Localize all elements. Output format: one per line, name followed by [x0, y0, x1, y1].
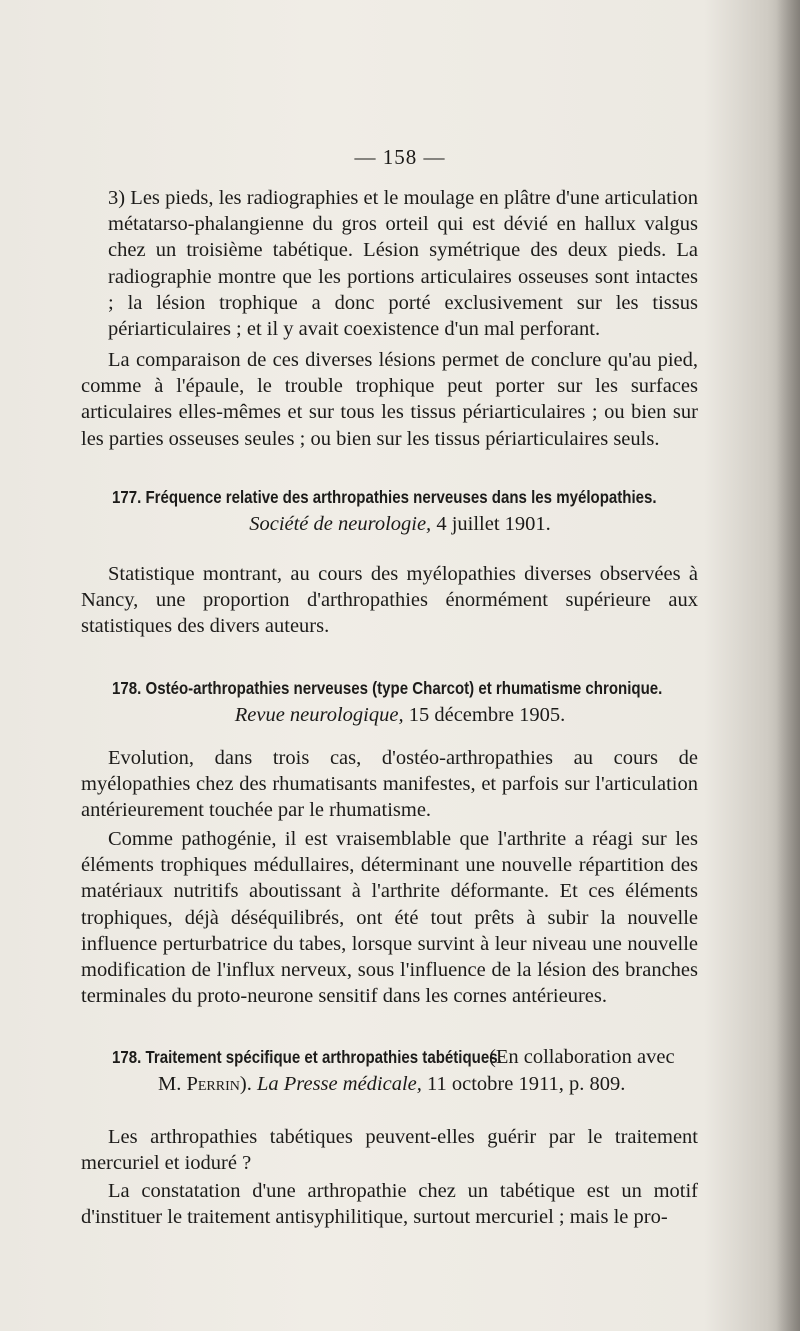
source-journal: Société de neurologie,: [249, 513, 432, 535]
entry-number: 177.: [112, 487, 142, 507]
entry-heading-178: [112, 675, 662, 701]
paragraph-comparison: La comparaison de ces diverses lésions permet de conclure qu'au pied, comme à l'épaule, le trouble trophique peut porter sur les surfaces articulaires elles-mêmes et sur tous les tissus périarticulaires ; ou bien sur les parties osseuses seules ; ou bien sur les tissus périarticulaires seuls.: [81, 349, 698, 450]
page-number: — 158 —: [354, 145, 446, 169]
source-date: 4 juillet 1901.: [436, 513, 551, 535]
page-edge-shadow: [776, 0, 800, 1331]
paragraph-evolution: Evolution, dans trois cas, d'ostéo-arthropathies au cours de myélopathies chez des rhumatisants manifestes, et parfois sur l'articulation antérieurement touchée par le rhumatisme.: [81, 747, 698, 822]
source-date: 11 octobre 1911, p. 809.: [427, 1073, 626, 1095]
entry-source-178b: [158, 1071, 625, 1097]
paragraph-statistics: Statistique montrant, au cours des myélopathies diverses observées à Nancy, une proportion d'arthropathies énormément supérieure aux statistiques des divers auteurs.: [81, 563, 698, 638]
entry-title: Fréquence relative des arthropathies nerveuses dans les myélopathies.: [145, 487, 657, 507]
paragraph-pathogeny: Comme pathogénie, il est vraisemblable que l'arthrite a réagi sur les éléments trophiques médullaires, déterminant une nouvelle répartition des matériaux nutritifs aboutissant à l'arthrite déformante. Et ces éléments trophiques, déjà déséquilibrés, ont été tout prêts à subir la nouvelle influence perturbatrice du tabes, lorsque survint à leur niveau une nouvelle modification de l'influx nerveux, sous l'influence de la lésion des branches terminales du proto-neurone sensitif dans les cornes antérieures.: [81, 828, 698, 1008]
entry-heading-177: [112, 484, 657, 510]
paragraph-observation: La constatation d'une arthropathie chez un tabétique est un motif d'instituer le traitement antisyphilitique, surtout mercuriel ; mais le pro-: [81, 1180, 698, 1229]
entry-source-178: [0, 702, 800, 728]
paragraph-feet-radiographies: 3) Les pieds, les radiographies et le moulage en plâtre d'une articulation métatarso-phalangienne du gros orteil qui est dévié en hallux valgus chez un troisième tabétique. Lésion symétrique des deux pieds. La radiographie montre que les portions articulaires osseuses sont intactes ; la lésion trophique a donc porté exclusivement sur les tissus périarticulaires ; et il y avait coexistence d'un mal perforant.: [108, 187, 698, 341]
collab-suffix: ).: [239, 1073, 252, 1095]
entry-number: 178.: [112, 1047, 142, 1067]
paragraph-question: Les arthropathies tabétiques peuvent-elles guérir par le traitement mercuriel et ioduré ?: [81, 1126, 698, 1175]
source-journal: La Presse médicale,: [256, 1073, 422, 1095]
collab-name-prefix: M.: [158, 1073, 182, 1095]
entry-source-177: [0, 511, 800, 537]
source-journal: Revue neurologique,: [234, 704, 404, 726]
entry-heading-bold: [112, 1044, 502, 1070]
entry-number: 178.: [112, 678, 142, 698]
source-date: 15 décembre 1905.: [408, 704, 566, 726]
entry-collab-prefix: (En collaboration avec: [489, 1046, 675, 1068]
collab-name: Perrin: [186, 1073, 240, 1095]
entry-title: Ostéo-arthropathies nerveuses (type Charcot) et rhumatisme chronique.: [145, 678, 663, 698]
entry-title: Traitement spécifique et arthropathies tabétiques.: [145, 1047, 502, 1067]
